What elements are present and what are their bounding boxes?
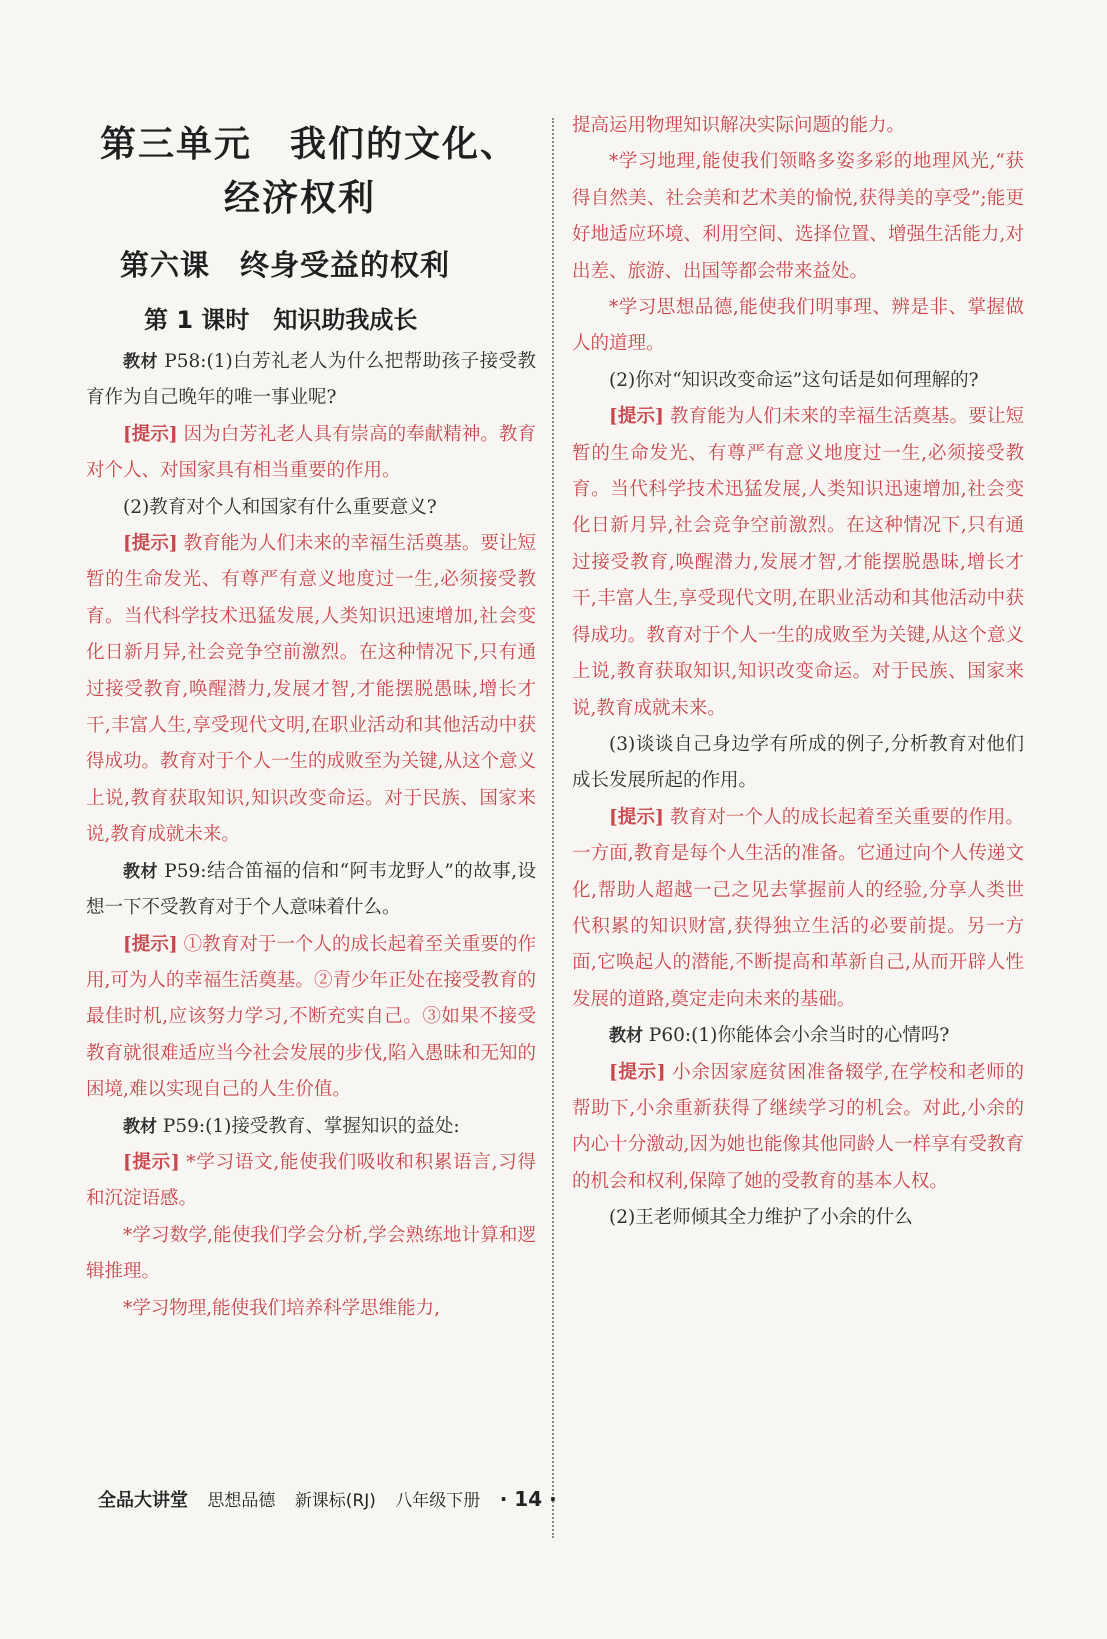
- hint-physics: *学习物理,能使我们培养科学思维能力,: [123, 1297, 441, 1319]
- page-number: · 14 ·: [499, 1487, 557, 1511]
- unit-title-line-1: 第三单元 我们的文化、: [100, 124, 519, 165]
- footer-edition: 新课标(RJ): [294, 1491, 376, 1511]
- page-ref: P58:: [164, 351, 207, 372]
- page-ref: P59:: [162, 1115, 206, 1137]
- hint-p59-3: [572, 800, 1024, 1018]
- textbook-label: 教材: [123, 1116, 157, 1137]
- left-column: [86, 108, 536, 1327]
- hint-label: [提示]: [123, 933, 178, 955]
- hint-text: *学习语文,能使我们吸收和积累语言,习得和沉淀语感。: [86, 1151, 536, 1210]
- question-p59-1: [86, 1109, 536, 1145]
- period-title: 第 1 课时 知识助我成长: [144, 306, 418, 334]
- question-p59: [86, 854, 536, 927]
- page-footer: [98, 1486, 557, 1516]
- right-column: [572, 108, 1024, 1237]
- textbook-label: 教材: [123, 861, 158, 882]
- hint-label: [提示]: [609, 406, 664, 428]
- page-ref: P60:: [648, 1025, 692, 1047]
- unit-title-line-2: 经济权利: [224, 178, 377, 219]
- hint-p59-1: [86, 1145, 536, 1218]
- hint-p60-1: [572, 1055, 1024, 1201]
- question-p59-3: (3)谈谈自己身边学有所成的例子,分析教育对他们成长发展所起的作用。: [572, 733, 1024, 792]
- hint-p59: [86, 927, 536, 1109]
- hint-p58-1: [86, 417, 536, 490]
- hint-text: 因为白芳礼老人具有崇高的奉献精神。教育对个人、对国家具有相当重要的作用。: [86, 423, 536, 482]
- hint-morality: *学习思想品德,能使我们明事理、辨是非、掌握做人的道理。: [572, 297, 1024, 355]
- question-text: 结合笛福的信和“阿韦龙野人”的故事,设想一下不受教育对于个人意味着什么。: [86, 860, 536, 919]
- hint-label: [提示]: [123, 1151, 180, 1173]
- hint-p58-2: [86, 526, 536, 854]
- hint-math: *学习数学,能使我们学会分析,学会熟练地计算和逻辑推理。: [86, 1224, 536, 1283]
- hint-physics-continued: 提高运用物理知识解决实际问题的能力。: [572, 115, 906, 136]
- hint-label: [提示]: [609, 806, 664, 828]
- question-p58-2: (2)教育对个人和国家有什么重要意义?: [123, 496, 437, 518]
- unit-title: [100, 118, 536, 226]
- hint-p59-2: [572, 399, 1024, 727]
- footer-brand: 全品大讲堂: [98, 1490, 188, 1511]
- hint-text: 教育能为人们未来的幸福生活奠基。要让短暂的生命发光、有尊严有意义地度过一生,必须接受教育。当代科学技术迅猛发展,人类知识迅速增加,社会变化日新月异,社会竞争空前激烈。在这种情况下,只有通过接受教育,唤醒潜力,发展才智,才能摆脱愚昧,增长才干,丰富人生,享受现代文明,在职业活动和其他活动中获得成功。教育对于个人一生的成败至为关键,从这个意义上说,教育获取知识,知识改变命运。对于民族、国家来说,教育成就未来。: [86, 533, 536, 846]
- question-text: (1)你能体会小余当时的心情吗?: [691, 1025, 950, 1047]
- hint-text: 教育能为人们未来的幸福生活奠基。要让短暂的生命发光、有尊严有意义地度过一生,必须接受教育。当代科学技术迅猛发展,人类知识迅速增加,社会变化日新月异,社会竞争空前激烈。在这种情况下,只有通过接受教育,唤醒潜力,发展才智,才能摆脱愚昧,增长才干,丰富人生,享受现代文明,在职业活动和其他活动中获得成功。教育对于个人一生的成败至为关键,从这个意义上说,教育获取知识,知识改变命运。对于民族、国家来说,教育成就未来。: [572, 406, 1024, 719]
- lesson-title: 第六课 终身受益的权利: [120, 248, 451, 282]
- question-p59-2: (2)你对“知识改变命运”这句话是如何理解的?: [609, 369, 979, 391]
- hint-geography: *学习地理,能使我们领略多姿多彩的地理风光,“获得自然美、社会美和艺术美的愉悦,获得美的享受”;能更好地适应环境、利用空间、选择位置、增强生活能力,对出差、旅游、出国等都会带来益处。: [572, 151, 1024, 282]
- page-ref: P59:: [164, 860, 207, 882]
- footer-subject: 思想品德: [207, 1491, 276, 1511]
- hint-text: ①教育对于一个人的成长起着至关重要的作用,可为人的幸福生活奠基。②青少年正处在接受教育的最佳时机,应该努力学习,不断充实自己。③如果不接受教育就很难适应当今社会发展的步伐,陷入愚昧和无知的困境,难以实现自己的人生价值。: [86, 933, 536, 1101]
- question-p60-2: (2)王老师倾其全力维护了小余的什么: [609, 1207, 913, 1229]
- question-text: (1)接受教育、掌握知识的益处:: [205, 1115, 460, 1137]
- question-p60-1: [572, 1018, 1024, 1054]
- hint-label: [提示]: [609, 1061, 666, 1083]
- question-text: (1)白芳礼老人为什么把帮助孩子接受教育作为自己晚年的唯一事业呢?: [86, 351, 536, 409]
- textbook-label: 教材: [123, 352, 158, 372]
- hint-label: [提示]: [123, 533, 178, 555]
- hint-text: 小余因家庭贫困准备辍学,在学校和老师的帮助下,小余重新获得了继续学习的机会。对此,小余的内心十分激动,因为她也能像其他同龄人一样享有受教育的机会和权利,保障了她的受教育的基本人权。: [572, 1061, 1024, 1192]
- hint-text: 教育对一个人的成长起着至关重要的作用。一方面,教育是每个人生活的准备。它通过向个人传递文化,帮助人超越一己之见去掌握前人的经验,分享人类世代积累的知识财富,获得独立生活的必要前提。另一方面,它唤起人的潜能,不断提高和革新自己,从而开辟人性发展的道路,奠定走向未来的基础。: [572, 806, 1024, 1010]
- question-p58-1: [86, 344, 536, 417]
- hint-label: [提示]: [123, 423, 178, 445]
- textbook-label: 教材: [609, 1026, 643, 1047]
- footer-grade: 八年级下册: [395, 1491, 481, 1511]
- column-divider: [552, 118, 554, 1538]
